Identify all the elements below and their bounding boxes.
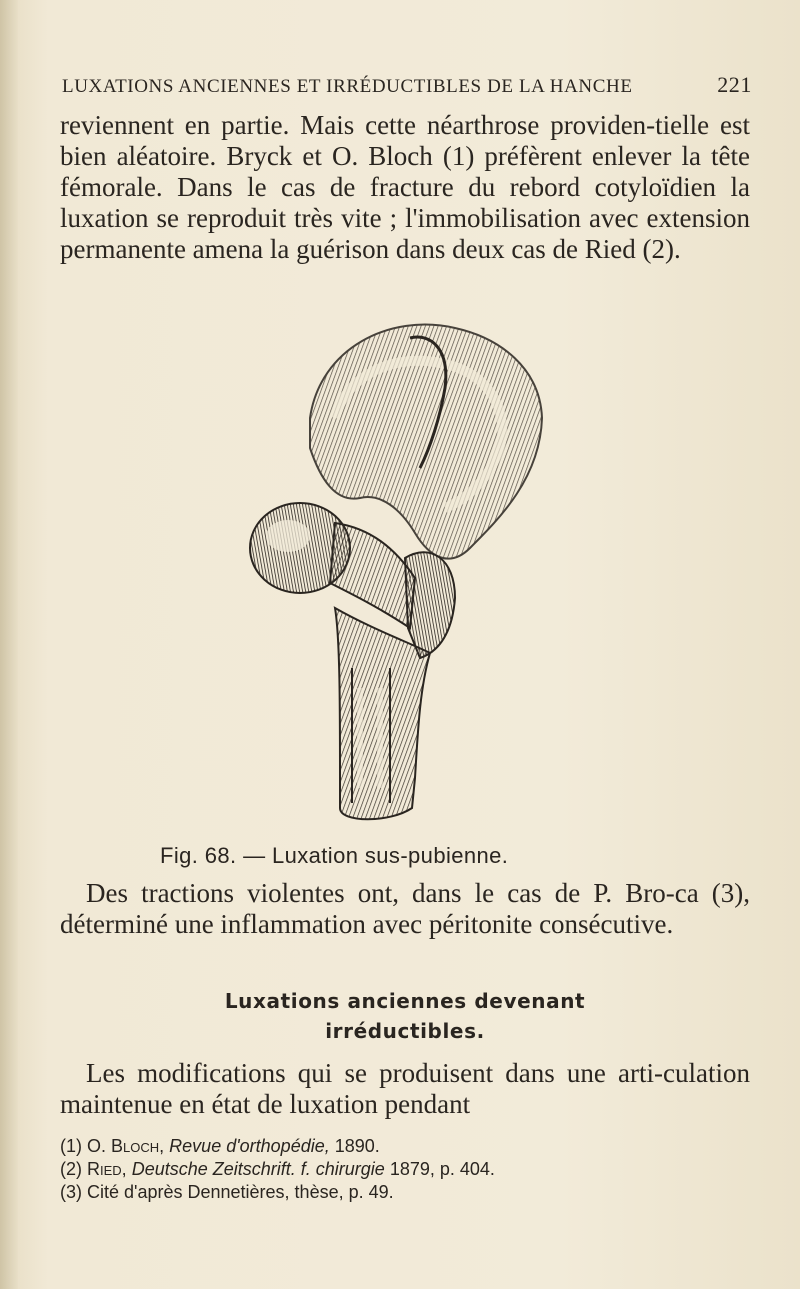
footnote-2 — [60, 1158, 750, 1181]
footnote-3 — [60, 1181, 750, 1204]
footnote-rest: Cité d'après Dennetières, thèse, p. 49. — [87, 1182, 394, 1202]
paragraph-3: Les modifications qui se produisent dans une arti-culation maintenue en état de luxation pendant — [60, 1058, 750, 1119]
footnote-number: (2) — [60, 1159, 82, 1179]
paragraph-2: Des tractions violentes ont, dans le cas de P. Bro-ca (3), déterminé une inflammation avec péritonite consécutive. — [60, 878, 750, 939]
page-gutter — [0, 0, 18, 1289]
footnote-rest: 1879, p. 404. — [389, 1159, 495, 1179]
running-header — [62, 72, 752, 98]
footnote-rest: 1890. — [334, 1136, 380, 1156]
greater-trochanter — [405, 552, 455, 658]
section-title — [60, 986, 750, 1046]
footnotes — [60, 1135, 750, 1204]
footnote-title: Revue d'orthopédie, — [169, 1136, 330, 1156]
footnote-title: Deutsche Zeitschrift. f. chirurgie — [131, 1159, 385, 1179]
footnote-author: O. Bloch, — [87, 1136, 165, 1156]
footnote-author: Ried, — [87, 1159, 127, 1179]
running-title: LUXATIONS ANCIENNES ET IRRÉDUCTIBLES DE LA HANCHE — [62, 76, 633, 97]
femur-pelvis-illustration — [240, 308, 560, 838]
figure-68 — [240, 308, 560, 838]
page-number: 221 — [717, 72, 752, 97]
paragraph-1: reviennent en partie. Mais cette néarthrose providen-tielle est bien aléatoire. Bryck et O. Bloch (1) préfèrent enlever la tête fémorale. Dans le cas de fracture du rebord cotyloïdien la luxation se reproduit très vite ; l'immobilisation avec extension permanente amena la guérison dans deux cas de Ried (2). — [60, 110, 750, 264]
section-title-line-1: Luxations anciennes devenant — [224, 989, 586, 1013]
section-title-line-2: irréductibles. — [325, 1019, 485, 1043]
footnote-number: (1) — [60, 1136, 82, 1156]
figure-caption: Fig. 68. — Luxation sus-pubienne. — [160, 843, 509, 868]
footnote-number: (3) — [60, 1182, 82, 1202]
footnote-1 — [60, 1135, 750, 1158]
